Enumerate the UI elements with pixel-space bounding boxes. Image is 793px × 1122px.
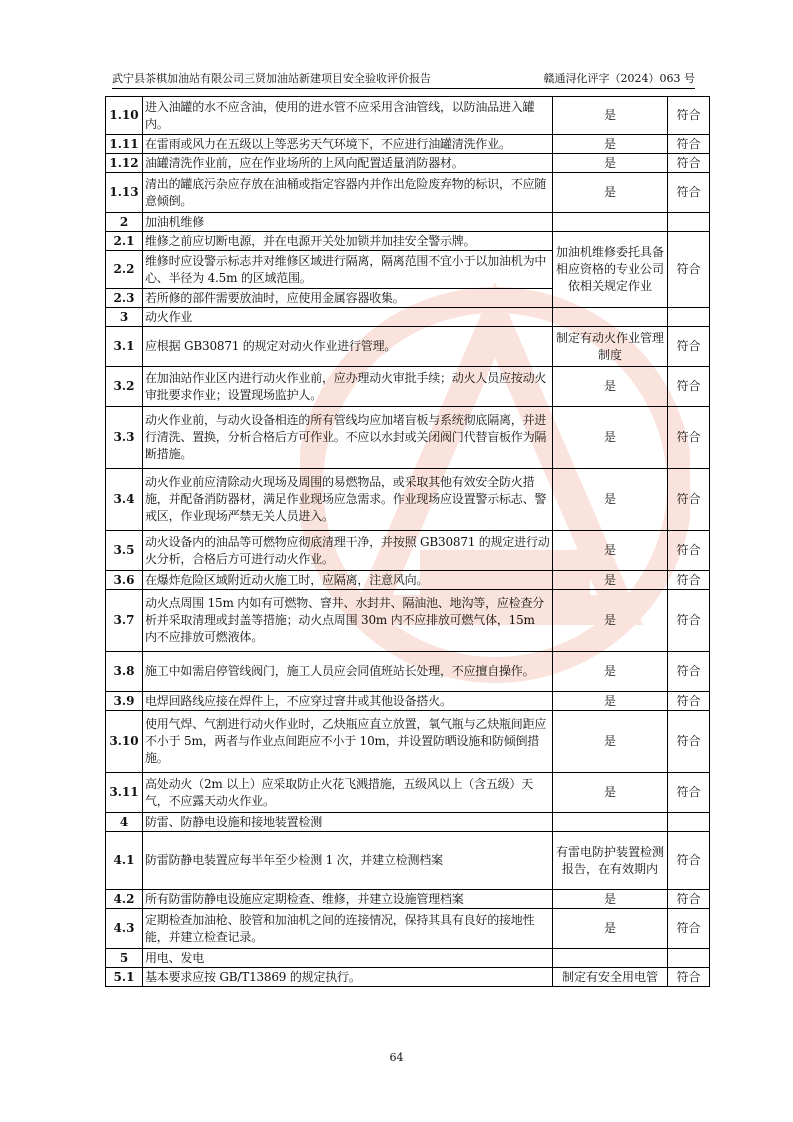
item-result: 是 [553,773,668,813]
item-number: 1.11 [106,135,143,154]
item-result: 是 [553,571,668,590]
report-number: 赣通浔化评字（2024）063 号 [543,72,695,85]
item-conclusion: 符合 [668,232,710,308]
item-number: 3.3 [106,407,143,469]
table-row [106,890,710,909]
item-content: 应根据 GB30871 的规定对动火作业进行管理。 [143,327,553,367]
section-title: 用电、发电 [143,949,553,968]
item-result: 是 [553,711,668,773]
section-title: 防雷、防静电设施和接地装置检测 [143,813,553,832]
item-conclusion: 符合 [668,711,710,773]
section-title: 加油机维修 [143,213,553,232]
item-number: 3.5 [106,531,143,571]
item-content: 在雷雨或风力在五级以上等恶劣天气环境下，不应进行油罐清洗作业。 [143,135,553,154]
item-conclusion: 符合 [668,531,710,571]
table-row [106,173,710,213]
item-number: 3.8 [106,652,143,692]
table-row [106,909,710,949]
item-content: 动火设备内的油品等可燃物应彻底清理干净，并按照 GB30871 的规定进行动火分析，合格后方可进行动火作业。 [143,531,553,571]
item-content: 动火作业前，与动火设备相连的所有管线均应加堵盲板与系统彻底隔离，并进行清洗、置换，分析合格后方可作业。不应以水封或关闭阀门代替盲板作为隔断措施。 [143,407,553,469]
item-conclusion: 符合 [668,968,710,987]
table-row [106,590,710,652]
table-row [106,773,710,813]
item-number: 3.1 [106,327,143,367]
item-content: 使用气焊、气割进行动火作业时，乙炔瓶应直立放置，氧气瓶与乙炔瓶间距应不小于 5m，两者与作业点间距应不小于 10m，并设置防晒设施和防倾倒措施。 [143,711,553,773]
item-conclusion: 符合 [668,692,710,711]
item-content: 防雷防静电装置应每半年至少检测 1 次，并建立检测档案 [143,832,553,890]
item-content: 进入油罐的水不应含油，使用的进水管不应采用含油管线，以防油品进入罐内。 [143,97,553,135]
item-number: 1.12 [106,154,143,173]
item-conclusion: 符合 [668,407,710,469]
item-number: 4.1 [106,832,143,890]
item-number: 2.3 [106,289,143,308]
item-content: 在加油站作业区内进行动火作业前，应办理动火审批手续；动火人员应按动火审批要求作业；设置现场监护人。 [143,367,553,407]
item-number: 3.9 [106,692,143,711]
item-content: 动火点周围 15m 内如有可燃物、窨井、水封井、隔油池、地沟等，应检查分析并采取清理或封盖等措施；动火点周围 30m 内不应排放可燃气体，15m 内不应排放可燃液体。 [143,590,553,652]
table-row [106,832,710,890]
table-row [106,367,710,407]
page-header [112,70,695,87]
item-number: 4.2 [106,890,143,909]
section-title: 动火作业 [143,308,553,327]
item-conclusion: 符合 [668,590,710,652]
item-result: 是 [553,97,668,135]
item-number: 3.4 [106,469,143,531]
item-conclusion: 符合 [668,327,710,367]
item-content: 清出的罐底污杂应存放在油桶或指定容器内并作出危险废弃物的标识，不应随意倾倒。 [143,173,553,213]
section-number: 5 [106,949,143,968]
item-conclusion: 符合 [668,773,710,813]
item-conclusion: 符合 [668,469,710,531]
item-content: 动火作业前应清除动火现场及周围的易燃物品，或采取其他有效安全防火措施，并配备消防器材，满足作业现场应急需求。作业现场应设置警示标志、警戒区，作业现场严禁无关人员进入。 [143,469,553,531]
item-result: 是 [553,652,668,692]
item-result: 是 [553,469,668,531]
table-row [106,232,710,251]
item-content: 定期检查加油枪、胶管和加油机之间的连接情况，保持其具有良好的接地性能，并建立检查记录。 [143,909,553,949]
item-content: 电焊回路线应接在焊件上，不应穿过窨井或其他设备搭火。 [143,692,553,711]
inspection-table [105,96,710,987]
item-number: 3.2 [106,367,143,407]
item-content: 所有防雷防静电设施应定期检查、维修，并建立设施管理档案 [143,890,553,909]
item-number: 1.13 [106,173,143,213]
table-row [106,97,710,135]
table-row [106,531,710,571]
item-result: 是 [553,407,668,469]
table-row [106,711,710,773]
item-conclusion: 符合 [668,909,710,949]
item-conclusion: 符合 [668,135,710,154]
section-row [106,213,710,232]
item-number: 3.7 [106,590,143,652]
section-number: 3 [106,308,143,327]
section-number: 4 [106,813,143,832]
section-row [106,813,710,832]
report-title: 武宁县茶棋加油站有限公司三贤加油站新建项目安全验收评价报告 [112,72,431,85]
item-result: 加油机维修委托具备相应资格的专业公司依相关规定作业 [553,232,668,308]
item-conclusion: 符合 [668,154,710,173]
item-result: 是 [553,173,668,213]
table-row [106,968,710,987]
item-content: 维修之前应切断电源，并在电源开关处加锁并加挂安全警示牌。 [143,232,553,251]
table-row [106,154,710,173]
item-number: 5.1 [106,968,143,987]
item-content: 油罐清洗作业前，应在作业场所的上风向配置适量消防器材。 [143,154,553,173]
table-row [106,571,710,590]
item-number: 2.2 [106,251,143,289]
item-result: 有雷电防护装置检测报告，在有效期内 [553,832,668,890]
table-row [106,652,710,692]
item-result: 是 [553,135,668,154]
table-row [106,692,710,711]
item-result: 制定有动火作业管理制度 [553,327,668,367]
item-number: 1.10 [106,97,143,135]
item-result: 是 [553,531,668,571]
table-row [106,469,710,531]
item-conclusion: 符合 [668,652,710,692]
table-row [106,135,710,154]
section-row [106,308,710,327]
item-number: 4.3 [106,909,143,949]
item-number: 3.11 [106,773,143,813]
item-result: 是 [553,890,668,909]
item-result: 制定有安全用电管 [553,968,668,987]
item-number: 3.6 [106,571,143,590]
page-number: 64 [389,1051,404,1064]
item-conclusion: 符合 [668,571,710,590]
item-conclusion: 符合 [668,890,710,909]
item-content: 高处动火（2m 以上）应采取防止火花飞溅措施，五级风以上（含五级）天气，不应露天动火作业。 [143,773,553,813]
item-result: 是 [553,367,668,407]
item-number: 2.1 [106,232,143,251]
item-content: 维修时应设警示标志并对维修区域进行隔离，隔离范围不宜小于以加油机为中心、半径为 4.5m 的区域范围。 [143,251,553,289]
item-result: 是 [553,692,668,711]
item-conclusion: 符合 [668,173,710,213]
header-divider [112,88,695,89]
section-row [106,949,710,968]
item-conclusion: 符合 [668,97,710,135]
item-result: 是 [553,909,668,949]
item-content: 在爆炸危险区域附近动火施工时，应隔离，注意风向。 [143,571,553,590]
item-result: 是 [553,590,668,652]
item-number: 3.10 [106,711,143,773]
item-content: 若所修的部件需要放油时，应使用金属容器收集。 [143,289,553,308]
table-row [106,327,710,367]
item-conclusion: 符合 [668,367,710,407]
item-result: 是 [553,154,668,173]
table-row [106,407,710,469]
item-content: 基本要求应按 GB/T13869 的规定执行。 [143,968,553,987]
section-number: 2 [106,213,143,232]
item-content: 施工中如需启停管线阀门，施工人员应会同值班站长处理，不应擅自操作。 [143,652,553,692]
item-conclusion: 符合 [668,832,710,890]
